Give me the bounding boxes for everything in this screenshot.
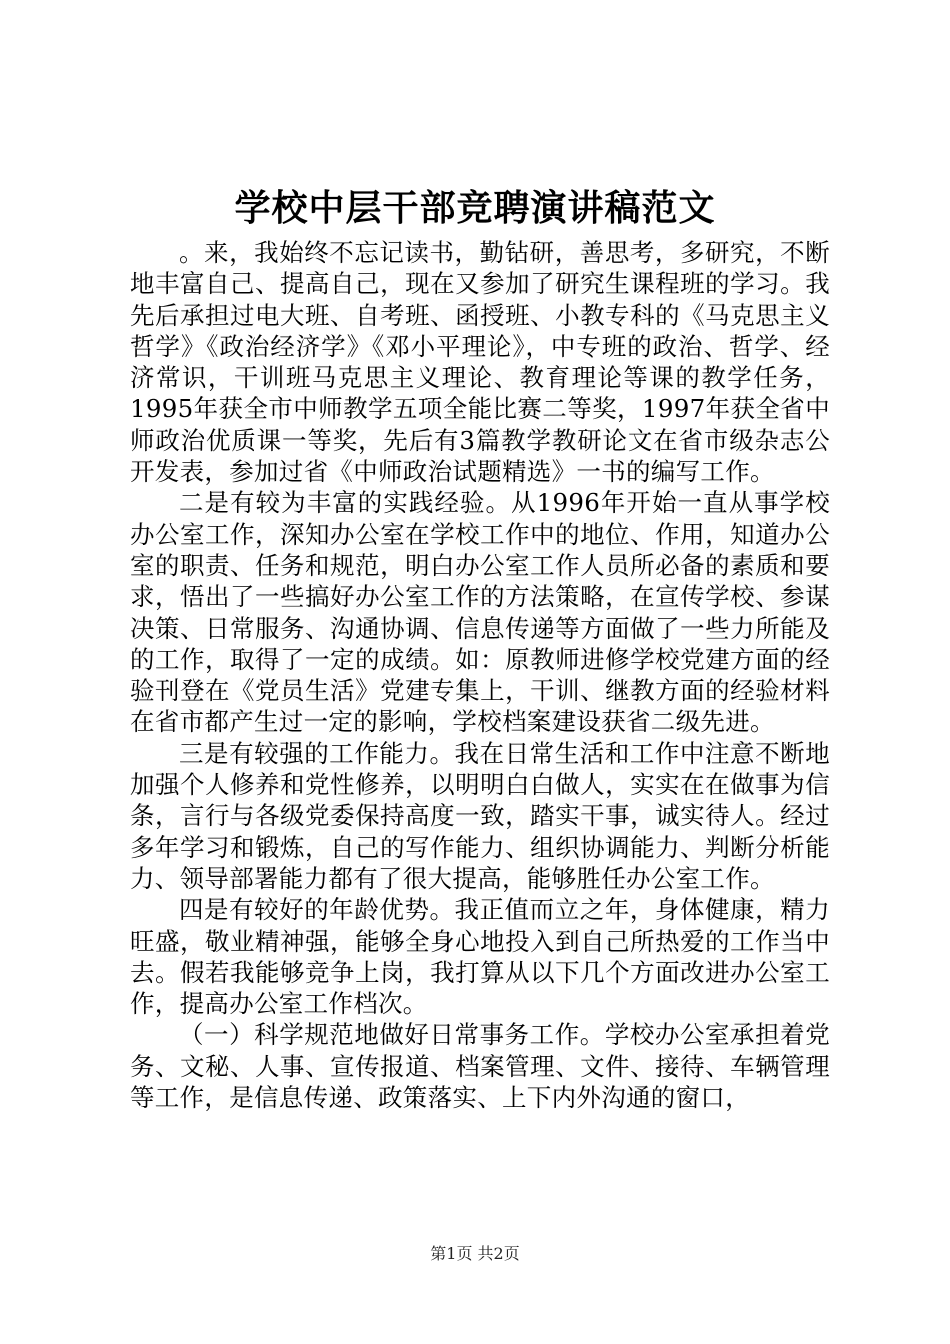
paragraph-3: 三是有较强的工作能力。我在日常生活和工作中注意不断地加强个人修养和党性修养，以明明白白做人，实实在在做事为信条，言行与各级党委保持高度一致，踏实干事，诚实待人。经过多年学习和锻炼，自己的写作能力、组织协调能力、判断分析能力、领导部署能力都有了很大提高，能够胜任办公室工作。 [130, 738, 830, 893]
paragraph-5: （一）科学规范地做好日常事务工作。学校办公室承担着党务、文秘、人事、宣传报道、档案管理、文件、接待、车辆管理等工作，是信息传递、政策落实、上下内外沟通的窗口， [130, 1020, 830, 1113]
paragraph-4: 四是有较好的年龄优势。我正值而立之年，身体健康，精力旺盛，敬业精神强，能够全身心地投入到自己所热爱的工作当中去。假若我能够竞争上岗，我打算从以下几个方面改进办公室工作，提高办公室工作档次。 [130, 895, 830, 1019]
document-body [130, 237, 830, 1113]
page-footer: 第1页 共2页 [430, 1244, 520, 1263]
paragraph-2: 二是有较为丰富的实践经验。从1996年开始一直从事学校办公室工作，深知办公室在学校工作中的地位、作用，知道办公室的职责、任务和规范，明白办公室工作人员所必备的素质和要求，悟出了一些搞好办公室工作的方法策略，在宣传学校、参谋决策、日常服务、沟通协调、信息传递等方面做了一些力所能及的工作，取得了一定的成绩。如：原教师进修学校党建方面的经验刊登在《党员生活》党建专集上，干训、继教方面的经验材料在省市都产生过一定的影响，学校档案建设获省二级先进。 [130, 488, 830, 737]
document-title: 学校中层干部竞聘演讲稿范文 [234, 187, 716, 229]
paragraph-1: 。来，我始终不忘记读书，勤钻研，善思考，多研究，不断地丰富自己、提高自己，现在又参加了研究生课程班的学习。我先后承担过电大班、自考班、函授班、小教专科的《马克思主义哲学》《政治经济学》《邓小平理论》，中专班的政治、哲学、经济常识，干训班马克思主义理论、教育理论等课的教学任务，1995年获全市中师教学五项全能比赛二等奖，1997年获全省中师政治优质课一等奖，先后有3篇教学教研论文在省市级杂志公开发表，参加过省《中师政治试题精选》一书的编写工作。 [130, 238, 830, 487]
